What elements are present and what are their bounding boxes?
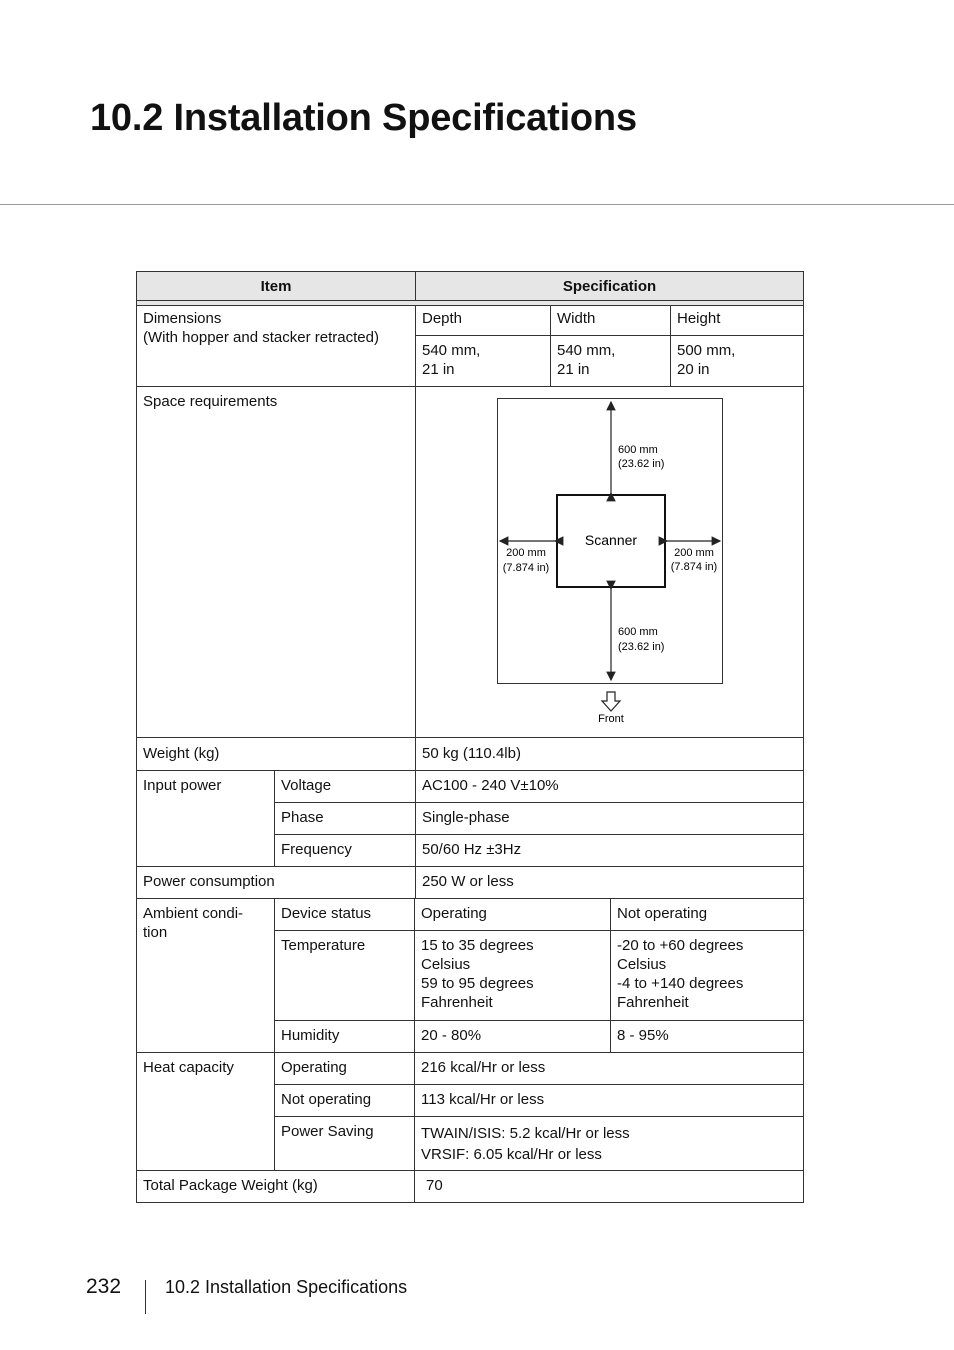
- front-arrow-icon: [602, 692, 620, 711]
- space-requirements-diagram: [480, 396, 740, 726]
- header-item: Item: [136, 271, 416, 301]
- phase-value: Single-phase: [415, 802, 804, 835]
- humidity-not-operating: 8 - 95%: [610, 1020, 804, 1053]
- ambient-not-operating-header: Not operating: [610, 898, 804, 931]
- header-divider: [0, 204, 954, 205]
- right-clearance-in: (7.874 in): [670, 561, 718, 573]
- scanner-label: Scanner: [584, 532, 638, 548]
- weight-value: 50 kg (110.4lb): [415, 737, 804, 771]
- left-clearance-mm: 200 mm: [506, 547, 546, 559]
- heat-operating-label: Operating: [274, 1052, 415, 1085]
- page-number: 232: [86, 1275, 122, 1298]
- page-title: 10.2 Installation Specifications: [90, 97, 637, 139]
- heat-not-operating-value: 113 kcal/Hr or less: [414, 1084, 804, 1117]
- footer-divider: [145, 1280, 146, 1314]
- power-saving-value: TWAIN/ISIS: 5.2 kcal/Hr or less VRSIF: 6.05 kcal/Hr or less: [414, 1116, 804, 1171]
- height-label: Height: [670, 305, 804, 336]
- top-clearance-mm: 600 mm: [618, 444, 658, 456]
- depth-label: Depth: [415, 305, 551, 336]
- voltage-label: Voltage: [274, 770, 416, 803]
- total-package-weight-label: Total Package Weight (kg): [136, 1170, 415, 1203]
- power-saving-label: Power Saving: [274, 1116, 415, 1171]
- total-package-weight-value: 70: [414, 1170, 804, 1203]
- header-specification: Specification: [415, 271, 804, 301]
- humidity-label: Humidity: [274, 1020, 415, 1053]
- bottom-clearance-mm: 600 mm: [618, 626, 658, 638]
- temperature-label: Temperature: [274, 930, 415, 1021]
- ambient-condition-label: Ambient condi- tion: [136, 898, 275, 1053]
- width-value: 540 mm, 21 in: [550, 335, 671, 387]
- temperature-operating: 15 to 35 degrees Celsius 59 to 95 degrees Fahrenheit: [414, 930, 611, 1021]
- left-clearance-in: (7.874 in): [502, 562, 550, 574]
- ambient-operating-header: Operating: [414, 898, 611, 931]
- dimensions-label: Dimensions (With hopper and stacker retracted): [136, 305, 416, 387]
- voltage-value: AC100 - 240 V±10%: [415, 770, 804, 803]
- humidity-operating: 20 - 80%: [414, 1020, 611, 1053]
- heat-capacity-label: Heat capacity: [136, 1052, 275, 1171]
- phase-label: Phase: [274, 802, 416, 835]
- top-clearance-in: (23.62 in): [618, 458, 665, 470]
- heat-not-operating-label: Not operating: [274, 1084, 415, 1117]
- weight-label: Weight (kg): [136, 737, 416, 771]
- power-consumption-value: 250 W or less: [415, 866, 804, 899]
- bottom-clearance-in: (23.62 in): [618, 641, 665, 653]
- right-clearance-mm: 200 mm: [674, 547, 714, 559]
- depth-value: 540 mm, 21 in: [415, 335, 551, 387]
- input-power-label: Input power: [136, 770, 275, 867]
- height-value: 500 mm, 20 in: [670, 335, 804, 387]
- footer-title: 10.2 Installation Specifications: [165, 1277, 408, 1297]
- heat-operating-value: 216 kcal/Hr or less: [414, 1052, 804, 1085]
- frequency-label: Frequency: [274, 834, 416, 867]
- device-status-label: Device status: [274, 898, 415, 931]
- space-requirements-label: Space requirements: [136, 386, 416, 738]
- temperature-not-operating: -20 to +60 degrees Celsius -4 to +140 degrees Fahrenheit: [610, 930, 804, 1021]
- power-consumption-label: Power consumption: [136, 866, 416, 899]
- frequency-value: 50/60 Hz ±3Hz: [415, 834, 804, 867]
- front-label: Front: [598, 713, 624, 725]
- width-label: Width: [550, 305, 671, 336]
